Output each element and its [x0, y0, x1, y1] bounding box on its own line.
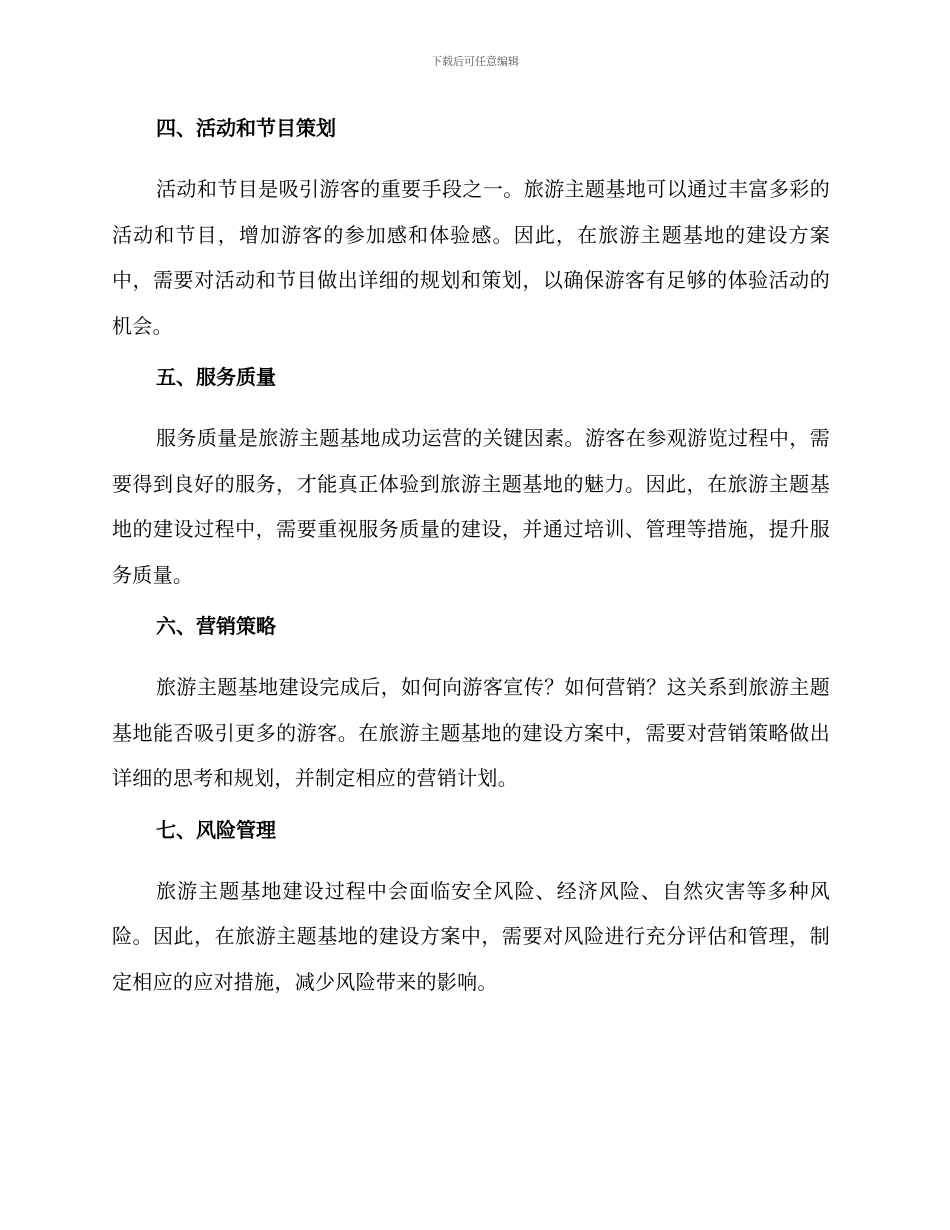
section-activities — [112, 111, 830, 349]
section-marketing — [112, 609, 830, 802]
section-heading: 四、活动和节目策划 — [156, 116, 336, 140]
section-paragraph: 服务质量是旅游主题基地成功运营的关键因素。游客在参观游览过程中，需要得到良好的服务，才能真正体验到旅游主题基地的魅力。因此，在旅游主题基地的建设过程中，需要重视服务质量的建设，并通过培训、管理等措施，提升服务质量。 — [112, 426, 830, 587]
document-body — [112, 111, 830, 1016]
section-heading: 七、风险管理 — [156, 817, 276, 842]
section-heading: 五、服务质量 — [156, 365, 276, 389]
section-heading: 六、营销策略 — [156, 614, 276, 638]
section-paragraph: 旅游主题基地建设完成后，如何向游客宣传？如何营销？这关系到旅游主题基地能否吸引更多的游客。在旅游主题基地的建设方案中，需要对营销策略做出详细的思考和规划，并制定相应的营销计划。 — [112, 675, 830, 790]
section-risk-management — [112, 813, 830, 1006]
section-service-quality — [112, 360, 830, 598]
header-note: 下载后可任意编辑 — [431, 55, 519, 68]
section-paragraph: 活动和节目是吸引游客的重要手段之一。旅游主题基地可以通过丰富多彩的活动和节目，增加游客的参加感和体验感。因此，在旅游主题基地的建设方案中，需要对活动和节目做出详细的规划和策划，以确保游客有足够的体验活动的机会。 — [112, 177, 830, 338]
section-paragraph: 旅游主题基地建设过程中会面临安全风险、经济风险、自然灾害等多种风险。因此，在旅游主题基地的建设方案中，需要对风险进行充分评估和管理，制定相应的应对措施，减少风险带来的影响。 — [112, 878, 830, 994]
